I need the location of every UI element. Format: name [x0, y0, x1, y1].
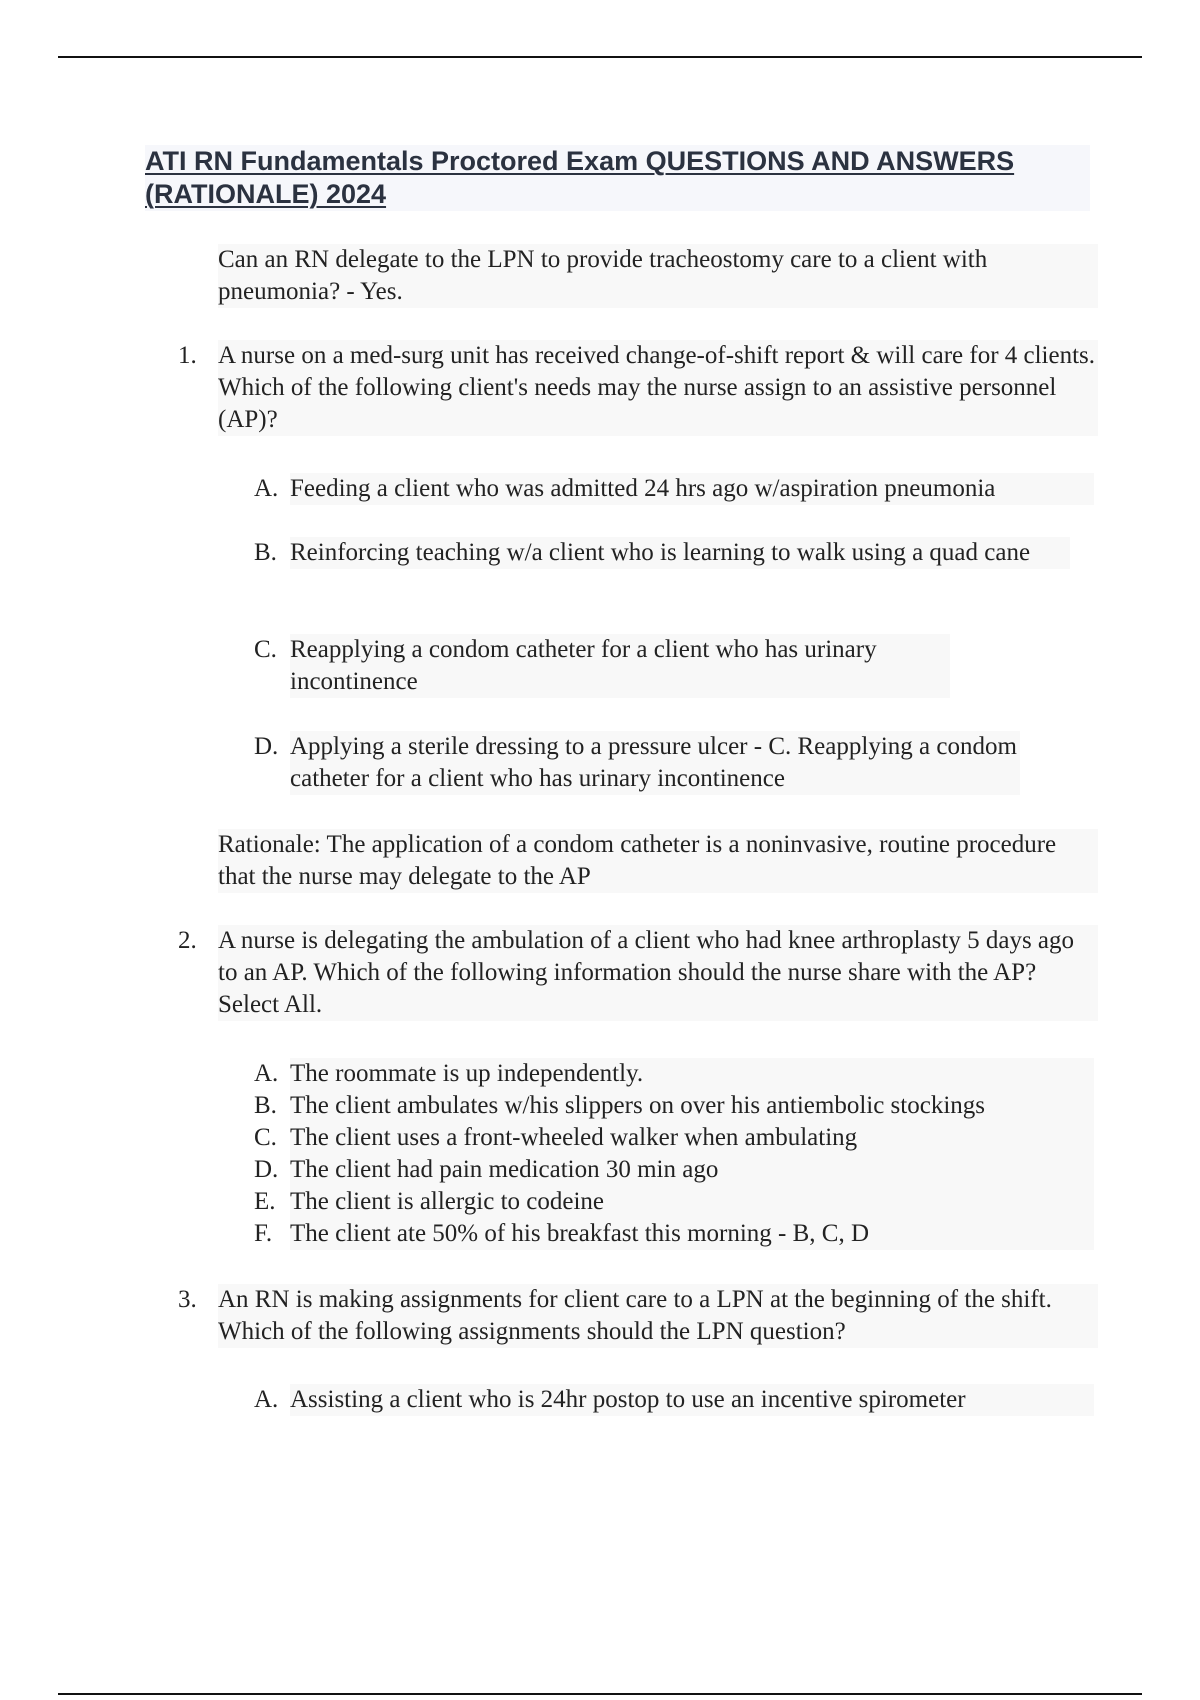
- q1-option-c: [254, 634, 1094, 698]
- option-text: The client ambulates w/his slippers on over his antiembolic stockings: [290, 1090, 1094, 1122]
- option-text: Feeding a client who was admitted 24 hrs ago w/aspiration pneumonia: [290, 473, 1094, 505]
- q2-option-e: [254, 1186, 1094, 1218]
- option-letter: B.: [254, 539, 277, 566]
- q2-option-a: [254, 1058, 1094, 1090]
- q1-option-d: [254, 731, 1094, 795]
- question-number: 3.: [178, 1286, 197, 1313]
- question-number: 1.: [178, 342, 197, 369]
- option-letter: A.: [254, 1386, 279, 1413]
- document-title: ATI RN Fundamentals Proctored Exam QUESTIONS AND ANSWERS (RATIONALE) 2024: [145, 145, 1090, 211]
- option-letter: F.: [254, 1220, 273, 1247]
- option-text: The roommate is up independently.: [290, 1058, 1094, 1090]
- option-letter: C.: [254, 636, 277, 663]
- question-text: An RN is making assignments for client care to a LPN at the beginning of the shift. Which of the following assignments should the LPN question?: [218, 1284, 1098, 1348]
- option-letter: A.: [254, 1060, 279, 1087]
- option-text: The client uses a front-wheeled walker when ambulating: [290, 1122, 1094, 1154]
- q2-option-f: [254, 1218, 1094, 1250]
- question-3: [178, 1284, 1098, 1348]
- top-rule: [58, 56, 1142, 58]
- option-text: The client is allergic to codeine: [290, 1186, 1094, 1218]
- question-text: A nurse is delegating the ambulation of a client who had knee arthroplasty 5 days ago to an AP. Which of the following information should the nurse share with the AP? Select All.: [218, 925, 1098, 1021]
- q1-rationale: Rationale: The application of a condom catheter is a noninvasive, routine procedure that the nurse may delegate to the AP: [218, 829, 1098, 893]
- question-text: A nurse on a med-surg unit has received change-of-shift report & will care for 4 clients. Which of the following client's needs may the nurse assign to an assistive personnel (AP)?: [218, 340, 1098, 436]
- question-number: 2.: [178, 927, 197, 954]
- option-text: The client ate 50% of his breakfast this morning - B, C, D: [290, 1218, 1094, 1250]
- option-letter: D.: [254, 1156, 279, 1183]
- option-letter: C.: [254, 1124, 277, 1151]
- option-text: Reinforcing teaching w/a client who is learning to walk using a quad cane: [290, 537, 1070, 569]
- q2-option-b: [254, 1090, 1094, 1122]
- q3-option-a: [254, 1384, 1094, 1416]
- q1-option-a: [254, 473, 1094, 505]
- option-text: Reapplying a condom catheter for a client who has urinary incontinence: [290, 634, 950, 698]
- question-2: [178, 925, 1098, 1021]
- intro-question: Can an RN delegate to the LPN to provide tracheostomy care to a client with pneumonia? - Yes.: [218, 244, 1098, 308]
- q2-option-c: [254, 1122, 1094, 1154]
- q1-option-b: [254, 537, 1094, 569]
- question-1: [178, 340, 1098, 436]
- bottom-rule: [58, 1693, 1142, 1695]
- option-text: Assisting a client who is 24hr postop to use an incentive spirometer: [290, 1384, 1094, 1416]
- option-letter: A.: [254, 475, 279, 502]
- option-text: The client had pain medication 30 min ago: [290, 1154, 1094, 1186]
- option-letter: B.: [254, 1092, 277, 1119]
- option-letter: E.: [254, 1188, 276, 1215]
- option-letter: D.: [254, 733, 279, 760]
- q2-option-d: [254, 1154, 1094, 1186]
- option-text: Applying a sterile dressing to a pressure ulcer - C. Reapplying a condom catheter for a client who has urinary incontinence: [290, 731, 1020, 795]
